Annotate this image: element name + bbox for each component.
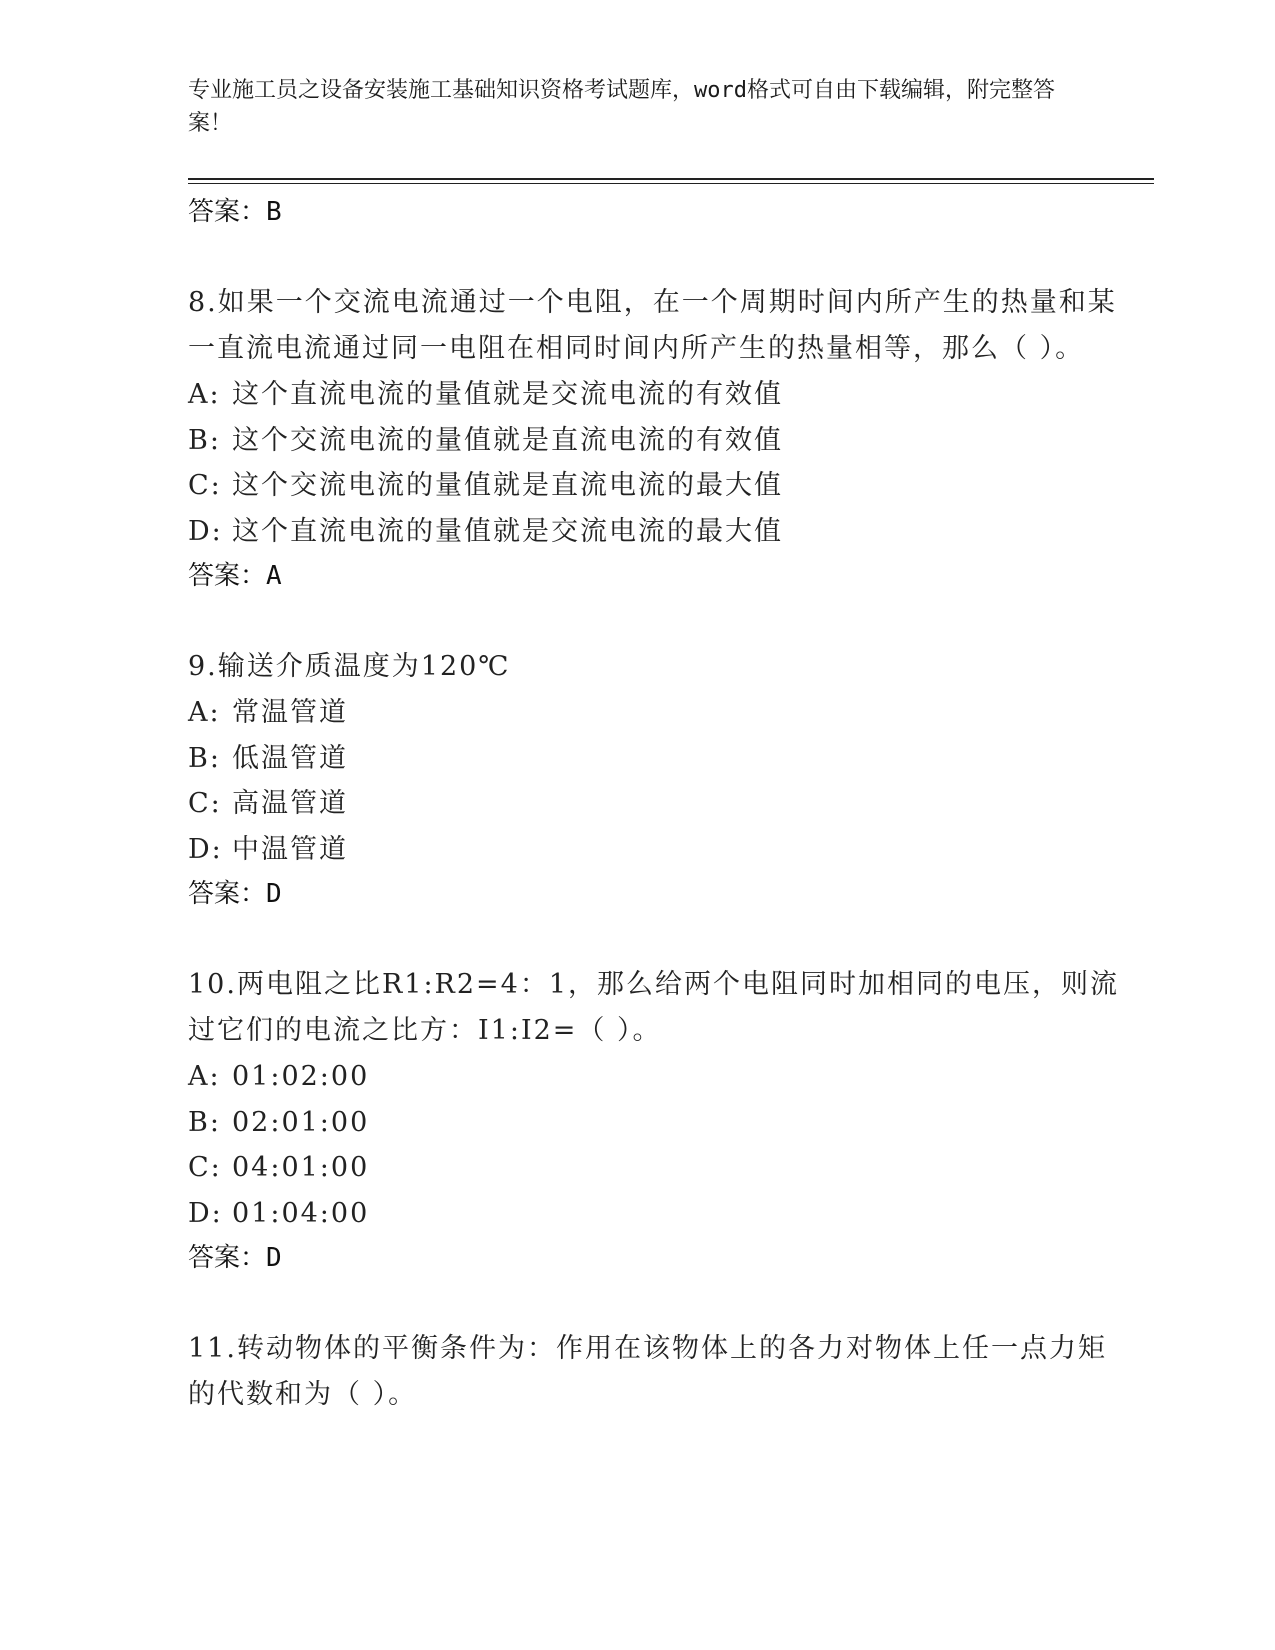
option-a	[188, 1054, 1128, 1100]
option-a	[188, 690, 1128, 736]
question-text: 11.转动物体的平衡条件为：作用在该物体上的各力对物体上任一点力矩的代数和为（ ）。	[188, 1333, 1107, 1410]
option-text: 高温管道	[232, 788, 348, 819]
question-10	[188, 962, 1128, 1280]
option-letter: A:	[188, 1061, 221, 1092]
option-c	[188, 463, 1128, 509]
option-d	[188, 509, 1128, 555]
option-text: 中温管道	[232, 833, 348, 865]
option-letter: D:	[188, 833, 223, 865]
option-letter: B:	[188, 424, 221, 456]
question-11	[188, 1326, 1128, 1418]
option-letter: D:	[188, 1197, 223, 1229]
option-letter: A:	[188, 379, 221, 410]
option-d	[188, 827, 1128, 873]
answer-line: 答案：D	[188, 879, 282, 909]
header-rule-thin	[188, 183, 1154, 184]
option-text: 02:01:00	[232, 1106, 370, 1138]
answer-line: 答案：B	[188, 197, 282, 227]
option-letter: C:	[188, 470, 222, 501]
option-text: 04:01:00	[232, 1152, 370, 1183]
option-text: 01:04:00	[232, 1197, 370, 1229]
option-letter: B:	[188, 742, 221, 774]
question-text: 10.两电阻之比R1:R2=4：1，那么给两个电阻同时加相同的电压，则流过它们的电流之比方：I1:I2=（ ）。	[188, 969, 1120, 1046]
option-text: 01:02:00	[232, 1061, 370, 1092]
document-body	[188, 190, 1128, 1418]
option-text: 这个交流电流的量值就是直流电流的最大值	[232, 470, 783, 501]
option-text: 常温管道	[232, 697, 348, 728]
option-a	[188, 372, 1128, 418]
option-b	[188, 1100, 1128, 1146]
option-b	[188, 418, 1128, 464]
option-letter: B:	[188, 1106, 221, 1138]
option-letter: A:	[188, 697, 221, 728]
option-text: 这个交流电流的量值就是直流电流的有效值	[232, 424, 783, 456]
page-header: 专业施工员之设备安装施工基础知识资格考试题库，word格式可自由下载编辑，附完整答案！	[188, 78, 1055, 136]
question-text: 8.如果一个交流电流通过一个电阻，在一个周期时间内所产生的热量和某一直流电流通过同一电阻在相同时间内所产生的热量相等，那么（ ）。	[188, 287, 1117, 364]
option-d	[188, 1191, 1128, 1237]
option-letter: D:	[188, 515, 223, 547]
option-text: 这个直流电流的量值就是交流电流的最大值	[232, 515, 783, 547]
option-text: 这个直流电流的量值就是交流电流的有效值	[232, 379, 783, 410]
question-text: 9.输送介质温度为120℃	[188, 651, 511, 682]
answer-line: 答案：A	[188, 561, 282, 591]
answer-line: 答案：D	[188, 1243, 282, 1273]
option-b	[188, 736, 1128, 782]
option-c	[188, 781, 1128, 827]
header-rule	[188, 178, 1154, 180]
option-text: 低温管道	[232, 742, 348, 774]
option-letter: C:	[188, 788, 222, 819]
option-letter: C:	[188, 1152, 222, 1183]
question-9	[188, 644, 1128, 916]
question-8	[188, 280, 1128, 598]
option-c	[188, 1145, 1128, 1191]
